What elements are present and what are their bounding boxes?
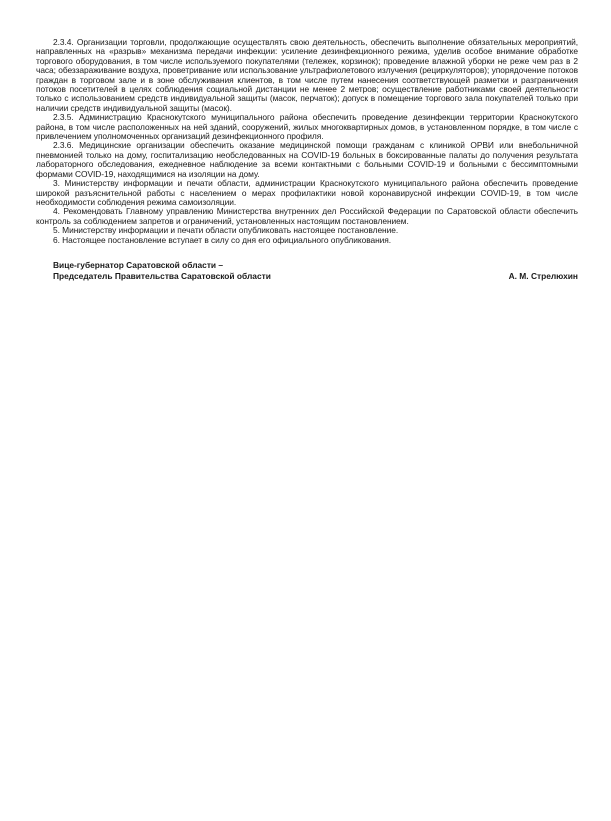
paragraph-5: 5. Министерству информации и печати области опубликовать настоящее постановление. bbox=[53, 225, 399, 236]
paragraph-3: 3. Министерству информации и печати области, администрации Краснокутского муниципального района обеспечить проведение широкой разъяснительной работы с населением о мерах профилактики новой коронавирусной инфекции COVID-19, в том числе необходимости соблюдения режима самоизоляции. bbox=[36, 178, 578, 207]
paragraph-2-3-4: 2.3.4. Организации торговли, продолжающие осуществлять свою деятельность, обеспечить выполнение обязательных мероприятий, направленных на «разрыв» механизма передачи инфекции: усиление дезинфекционного режима, уделив особое внимание обработке торгового оборудования, в том числе используемого покупателями (тележек, корзинок); проведение влажной уборки не реже чем раз в 2 часа; обеззараживание воздуха, проветривание или использование ультрафиолетового излучения (рециркуляторов); упорядочение потоков граждан в торговом зале и в зоне обслуживания клиентов, в том числе путем нанесения соответствующей разметки и разграничения потоков посетителей в целях соблюдения социальной дистанции не менее 2 метров; осуществление работниками своей деятельности только с использованием средств индивидуальной защиты (масок, перчаток); допуск в помещение торгового зала покупателей только при наличии средств индивидуальной защиты (масок). bbox=[36, 37, 579, 113]
paragraph-4: 4. Рекомендовать Главному управлению Министерства внутренних дел Российской Федерации по Саратовской области обеспечить контроль за соблюдением запретов и ограничений, установленных настоящим постановлением. bbox=[36, 206, 578, 226]
document-page bbox=[36, 38, 578, 282]
signatory-title bbox=[53, 260, 271, 282]
paragraph-2-3-5: 2.3.5. Администрацию Краснокутского муниципального района обеспечить проведение дезинфекции территории Краснокутского района, в том числе расположенных на ней зданий, сооружений, жилых многоквартирных домов, в установленном порядке, в том числе с привлечением уполномоченных организаций дезинфекционного профиля. bbox=[36, 112, 578, 142]
paragraph-2-3-6: 2.3.6. Медицинские организации обеспечить оказание медицинской помощи гражданам с клиникой ОРВИ или внебольничной пневмонией только на дому, госпитализацию необследованных на COVID-19 больных в боксированные палаты до получения результата лабораторного обследования, ежедневное наблюдение за всеми контактными с больными COVID-19 и больными с бессимптомными формами COVID-19, находящимися на изоляции на дому. bbox=[36, 140, 578, 179]
signatory-title-line1: Вице-губернатор Саратовской области – bbox=[53, 259, 224, 270]
signatory-name: А. М. Стрелюхин bbox=[508, 270, 578, 281]
signature-block bbox=[36, 260, 578, 282]
paragraph-6: 6. Настоящее постановление вступает в силу со дня его официального опубликования. bbox=[53, 234, 392, 245]
signatory-title-line2: Председатель Правительства Саратовской области bbox=[53, 270, 271, 281]
